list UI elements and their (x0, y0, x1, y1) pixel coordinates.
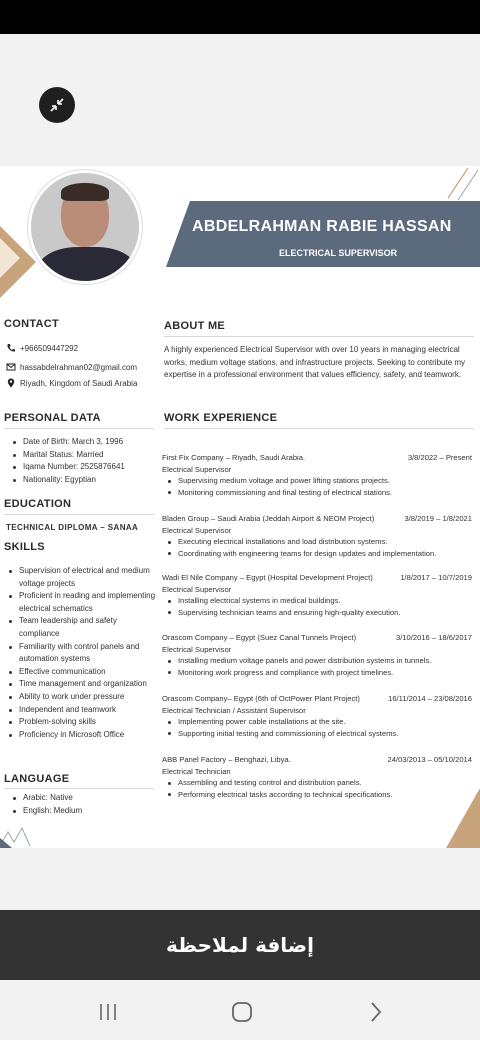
job-dates: 24/03/2013 – 05/10/2014 (387, 755, 472, 764)
job-dates: 3/8/2022 – Present (407, 453, 472, 462)
decorative-triangle (0, 238, 20, 278)
list-item: Proficiency in Microsoft Office (6, 729, 156, 742)
collapse-arrows-icon (49, 97, 65, 113)
about-text: A highly experienced Electrical Supervisor with over 10 years in managing electrical works, medium voltage stations, and infrastructure projects. Seeking to contribute my expertise in a professional environment that values efficiency, safety, and teamwork. (164, 345, 466, 380)
add-note-button[interactable] (0, 910, 480, 980)
contact-phone: +966509447292 (6, 343, 78, 353)
list-item: Arabic: Native (10, 792, 158, 805)
contact-heading: CONTACT (4, 318, 60, 330)
list-item: Ability to work under pressure (6, 691, 156, 704)
profile-photo (28, 170, 142, 284)
experience-heading: WORK EXPERIENCE (164, 412, 278, 424)
decorative-lines (440, 166, 480, 206)
list-item: Date of Birth: March 3, 1996 (10, 436, 158, 449)
job-role: Electrical Technician / Assistant Supervisor (162, 705, 306, 715)
contact-email: hassabdelrahman02@gmail.com (6, 362, 137, 372)
resume-document (0, 166, 480, 848)
education-item: TECHNICAL DIPLOMA – SANAA (6, 523, 139, 532)
list-item: Proficient in reading and implementing electrical schematics (6, 590, 156, 615)
contact-location: Riyadh, Kingdom of Saudi Arabia (6, 378, 137, 388)
job-dates: 16/11/2014 – 23/08/2016 (388, 694, 472, 703)
job-bullet: Performing electrical tasks according to technical specifications. (162, 789, 472, 801)
list-item: Team leadership and safety compliance (6, 615, 156, 640)
job-company: Bladen Group – Saudi Arabia (Jeddah Airport & NEOM Project) (162, 514, 375, 523)
back-button[interactable] (364, 1000, 388, 1024)
list-item: Problem-solving skills (6, 716, 156, 729)
phone-icon (6, 343, 16, 353)
job-bullet: Monitoring work progress and compliance with project timelines. (162, 667, 472, 679)
collapse-button[interactable] (39, 87, 75, 123)
job-bullet: Installing medium voltage panels and power distribution systems in tunnels. (162, 655, 472, 667)
job-company: Orascom Company– Egypt (6th of OctPower Plant Project) (162, 694, 360, 703)
job-company: Wadi El Nile Company – Egypt (Hospital Development Project) (162, 573, 373, 582)
decorative-triangle (446, 788, 480, 848)
job-role: Electrical Supervisor (162, 525, 232, 535)
job-role: Electrical Supervisor (162, 464, 232, 474)
list-item: Effective communication (6, 666, 156, 679)
job-role: Electrical Supervisor (162, 644, 232, 654)
education-heading: EDUCATION (4, 498, 72, 510)
list-item: Marital Status: Married (10, 449, 158, 462)
job-company: ABB Panel Factory – Benghazi, Libya. (162, 755, 291, 764)
list-item: Time management and organization (6, 678, 156, 691)
back-chevron-icon (369, 1001, 383, 1023)
language-heading: LANGUAGE (4, 773, 70, 785)
list-item: Familiarity with control panels and automation systems (6, 641, 156, 666)
divider (164, 336, 474, 337)
resume-name: ABDELRAHMAN RABIE HASSAN (192, 218, 452, 235)
decorative-lines (0, 818, 40, 848)
recent-apps-icon (97, 1002, 119, 1022)
list-item: Nationality: Egyptian (10, 474, 158, 487)
skills-heading: SKILLS (4, 541, 45, 553)
recent-apps-button[interactable] (96, 1000, 120, 1024)
job-entry (162, 632, 472, 678)
job-dates: 3/10/2016 – 18/6/2017 (395, 633, 472, 642)
list-item: Iqama Number: 2525876641 (10, 461, 158, 474)
divider (4, 788, 154, 789)
email-icon (6, 362, 16, 372)
divider (4, 428, 154, 429)
skills-list (6, 565, 156, 741)
add-note-label: إضافة لملاحظة (165, 933, 314, 957)
job-dates: 1/8/2017 – 10/7/2019 (400, 573, 472, 582)
job-role: Electrical Technician (162, 766, 231, 776)
job-entry (162, 452, 472, 498)
job-role: Electrical Supervisor (162, 584, 232, 594)
job-entry (162, 572, 472, 618)
job-bullet: Monitoring commissioning and final testing of electrical stations. (162, 487, 472, 499)
list-item: Independent and teamwork (6, 704, 156, 717)
job-bullet: Assembling and testing control and distribution panels. (162, 777, 472, 789)
language-list (10, 792, 158, 817)
job-bullet: Executing electrical installations and load distribution systems. (162, 536, 472, 548)
job-entry (162, 693, 472, 739)
job-company: First Fix Company – Riyadh, Saudi Arabia. (162, 453, 306, 462)
job-bullet: Supervising medium voltage and power lifting stations projects. (162, 475, 472, 487)
resume-title: ELECTRICAL SUPERVISOR (279, 248, 398, 258)
divider (4, 514, 154, 515)
job-bullet: Supporting initial testing and commissioning of electrical systems. (162, 728, 472, 740)
job-company: Orascom Company – Egypt (Suez Canal Tunnels Project) (162, 633, 357, 642)
list-item: Supervision of electrical and medium voltage projects (6, 565, 156, 590)
list-item: English: Medium (10, 805, 158, 818)
home-button[interactable] (230, 1000, 254, 1024)
location-pin-icon (6, 378, 16, 388)
divider (164, 428, 474, 429)
status-bar (0, 0, 480, 34)
system-nav-bar (0, 980, 480, 1040)
job-bullet: Implementing power cable installations at the site. (162, 716, 472, 728)
about-heading: ABOUT ME (164, 320, 226, 332)
personal-heading: PERSONAL DATA (4, 412, 101, 424)
job-dates: 3/8/2019 – 1/8/2021 (404, 514, 472, 523)
job-entry (162, 513, 472, 559)
job-bullet: Coordinating with engineering teams for design updates and implementation. (162, 548, 472, 560)
home-icon (231, 1001, 253, 1023)
job-entry (162, 754, 472, 800)
personal-list (10, 436, 158, 486)
job-bullet: Supervising technician teams and ensuring high-quality execution. (162, 607, 472, 619)
job-bullet: Installing electrical systems in medical buildings. (162, 595, 472, 607)
